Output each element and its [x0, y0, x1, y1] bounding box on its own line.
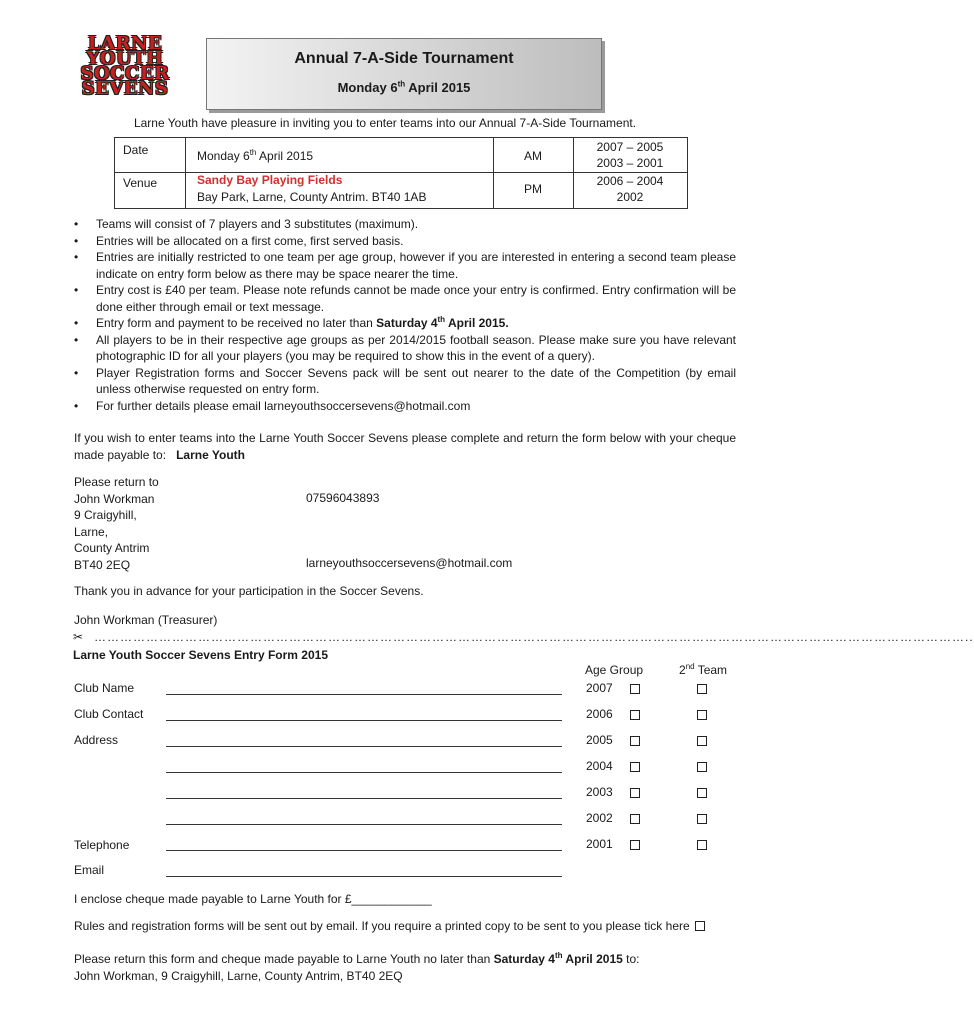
- email-label: Email: [74, 863, 105, 877]
- telephone-field[interactable]: [166, 850, 562, 851]
- final-instructions: Please return this form and cheque made payable to Larne Youth no later than Saturday 4th April 2015 to:: [74, 951, 640, 966]
- age-group-header: Age Group: [585, 663, 644, 677]
- rules-list: [72, 216, 736, 414]
- checkbox-2004[interactable]: [630, 762, 640, 772]
- list-item: • Player Registration forms and Soccer Sevens pack will be sent out nearer to the date of the Competition (by email unless otherwise requested on entry form.: [72, 365, 736, 398]
- year-2004: 2004: [586, 759, 613, 773]
- second-team-checkbox-2005[interactable]: [697, 736, 707, 746]
- second-team-checkbox-2006[interactable]: [697, 710, 707, 720]
- cheque-line: I enclose cheque made payable to Larne Youth for £____________: [74, 892, 432, 906]
- thanks-text: Thank you in advance for your participation in the Soccer Sevens.: [74, 584, 424, 598]
- list-item: • Entry form and payment to be received no later than Saturday 4th April 2015.: [72, 315, 736, 332]
- return-address: Please return to John Workman 9 Craigyhill, Larne, County Antrim BT40 2EQ: [74, 475, 159, 572]
- club-name-label: Club Name: [74, 681, 135, 695]
- address-field-1[interactable]: [166, 746, 562, 747]
- club-name-field[interactable]: [166, 694, 562, 695]
- logo-line-2: YOUTH: [86, 48, 164, 69]
- scissors-icon: ✂: [73, 630, 84, 644]
- details-table: [114, 137, 688, 209]
- pm-years-2: 2002: [616, 190, 644, 204]
- contact-phone: 07596043893: [306, 491, 380, 505]
- second-team-checkbox-2001[interactable]: [697, 840, 707, 850]
- checkbox-2002[interactable]: [630, 814, 640, 824]
- contact-email: larneyouthsoccersevens@hotmail.com: [306, 556, 513, 570]
- final-address: John Workman, 9 Craigyhill, Larne, County Antrim, BT40 2EQ: [74, 969, 403, 983]
- second-team-checkbox-2007[interactable]: [697, 684, 707, 694]
- list-item: • All players to be in their respective age groups as per 2014/2015 football season. Please make sure you have relevant photographic ID for all your players (you may be required to show this in the event of a query).: [72, 332, 736, 365]
- second-team-checkbox-2004[interactable]: [697, 762, 707, 772]
- list-item: • Teams will consist of 7 players and 3 substitutes (maximum).: [72, 216, 736, 233]
- checkbox-2006[interactable]: [630, 710, 640, 720]
- page-title: Annual 7-A-Side Tournament: [294, 50, 514, 67]
- venue-name: Sandy Bay Playing Fields: [197, 173, 343, 187]
- year-2001: 2001: [586, 837, 613, 851]
- list-item: • Entries will be allocated on a first come, first served basis.: [72, 233, 736, 250]
- club-contact-label: Club Contact: [74, 707, 144, 721]
- telephone-label: Telephone: [74, 838, 130, 852]
- checkbox-2003[interactable]: [630, 788, 640, 798]
- year-2005: 2005: [586, 733, 613, 747]
- email-field[interactable]: [166, 876, 562, 877]
- venue-label: Venue: [123, 176, 158, 190]
- logo-line-4: SEVENS: [81, 78, 169, 99]
- payee: Larne Youth: [176, 447, 245, 462]
- pm-years-1: 2006 – 2004: [596, 174, 664, 188]
- am-years-2: 2003 – 2001: [596, 156, 664, 170]
- am-label: AM: [524, 149, 542, 163]
- logo: [72, 33, 178, 99]
- intro-text: Larne Youth have pleasure in inviting you to enter teams into our Annual 7-A-Side Tournament.: [133, 116, 637, 130]
- second-team-checkbox-2003[interactable]: [697, 788, 707, 798]
- logo-line-1: LARNE: [87, 33, 163, 54]
- club-contact-field[interactable]: [166, 720, 562, 721]
- year-2006: 2006: [586, 707, 613, 721]
- signoff: John Workman (Treasurer): [74, 613, 218, 627]
- second-team-header: 2nd Team: [679, 662, 728, 677]
- year-2007: 2007: [586, 681, 613, 695]
- printed-copy-checkbox[interactable]: [695, 921, 705, 931]
- rules-text: Rules and registration forms will be sent out by email. If you require a printed copy to be sent to you please tick here: [74, 918, 736, 935]
- year-2002: 2002: [586, 811, 613, 825]
- enter-instructions: If you wish to enter teams into the Larne Youth Soccer Sevens please complete and return the form below with your cheque made payable to: Larne Youth: [74, 431, 736, 462]
- checkbox-2005[interactable]: [630, 736, 640, 746]
- header-banner: [206, 38, 602, 110]
- address-label: Address: [74, 733, 119, 747]
- logo-line-3: SOCCER: [80, 63, 170, 84]
- am-years-1: 2007 – 2005: [596, 140, 664, 154]
- venue-address: Bay Park, Larne, County Antrim. BT40 1AB: [197, 190, 427, 204]
- pm-label: PM: [524, 182, 542, 196]
- cut-line: …………………………………………………………………………………………………………………………………………………………………………………..: [94, 630, 974, 644]
- address-field-2[interactable]: [166, 772, 562, 773]
- address-field-4[interactable]: [166, 824, 562, 825]
- list-item: • For further details please email larneyouthsoccersevens@hotmail.com: [72, 398, 736, 415]
- checkbox-2001[interactable]: [630, 840, 640, 850]
- checkbox-2007[interactable]: [630, 684, 640, 694]
- form-title: Larne Youth Soccer Sevens Entry Form 2015: [73, 648, 328, 662]
- date-label: Date: [123, 143, 149, 157]
- list-item: • Entry cost is £40 per team. Please note refunds cannot be made once your entry is confirmed. Entry confirmation will be done either through email or text message.: [72, 282, 736, 315]
- year-2003: 2003: [586, 785, 613, 799]
- address-field-3[interactable]: [166, 798, 562, 799]
- date-value: Monday 6th April 2015: [197, 148, 314, 163]
- second-team-checkbox-2002[interactable]: [697, 814, 707, 824]
- event-date: Monday 6th April 2015: [337, 79, 471, 95]
- list-item: • Entries are initially restricted to one team per age group, however if you are interested in entering a second team please indicate on entry form below as there may be space nearer the time.: [72, 249, 736, 282]
